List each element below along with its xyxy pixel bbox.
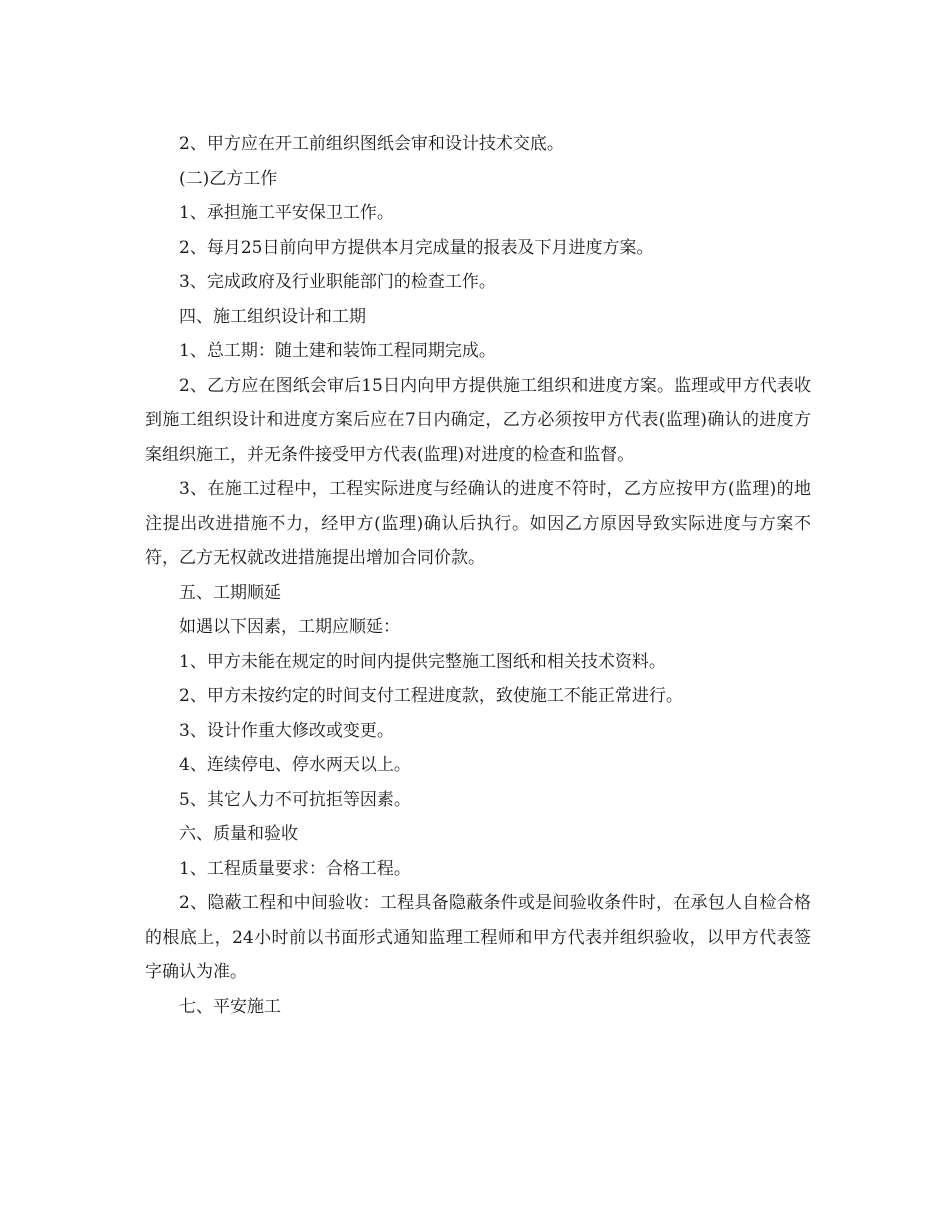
section-heading: 六、质量和验收 — [179, 824, 298, 844]
paragraph: 1、承担施工平安保卫工作。 — [179, 203, 394, 223]
paragraph: 2、每月25日前向甲方提供本月完成量的报表及下月进度方案。 — [179, 237, 654, 258]
paragraph: 3、完成政府及行业职能部门的检查工作。 — [179, 272, 496, 292]
paragraph: 2、乙方应在图纸会审后15日内向甲方提供施工组织和进度方案。监理或甲方代表收到施工组织设计和进度方案后应在7日内确定，乙方必须按甲方代表(监理)确认的进度方案组织施工，并无条件接受甲方代表(监理)对进度的检查和监督。 — [145, 375, 811, 465]
paragraph: 如遇以下因素，工期应顺延： — [179, 617, 400, 637]
paragraph: 2、隐蔽工程和中间验收：工程具备隐蔽条件或是间验收条件时，在承包人自检合格的根底上，24小时前以书面形式通知监理工程师和甲方代表并组织验收，以甲方代表签字确认为准。 — [145, 893, 811, 982]
paragraph: 2、甲方未按约定的时间支付工程进度款，致使施工不能正常进行。 — [179, 686, 683, 706]
paragraph: 1、总工期：随土建和装饰工程同期完成。 — [179, 341, 496, 361]
section-heading: 五、工期顺延 — [179, 582, 281, 603]
paragraph: 3、设计作重大修改或变更。 — [179, 720, 394, 741]
section-heading: 四、施工组织设计和工期 — [179, 306, 366, 327]
paragraph: 1、甲方未能在规定的时间内提供完整施工图纸和相关技术资料。 — [179, 651, 666, 672]
paragraph: 1、工程质量要求：合格工程。 — [179, 858, 411, 879]
paragraph: 4、连续停电、停水两天以上。 — [179, 755, 411, 775]
document-body — [145, 127, 811, 1024]
paragraph: 5、其它人力不可抗拒等因素。 — [179, 789, 411, 810]
section-heading: (二)乙方工作 — [179, 168, 278, 189]
section-heading: 七、平安施工 — [179, 996, 281, 1017]
paragraph: 2、甲方应在开工前组织图纸会审和设计技术交底。 — [179, 134, 564, 154]
paragraph: 3、在施工过程中，工程实际进度与经确认的进度不符时，乙方应按甲方(监理)的地注提出改进措施不力，经甲方(监理)确认后执行。如因乙方原因导致实际进度与方案不符，乙方无权就改进措施提出增加合同价款。 — [145, 479, 811, 568]
